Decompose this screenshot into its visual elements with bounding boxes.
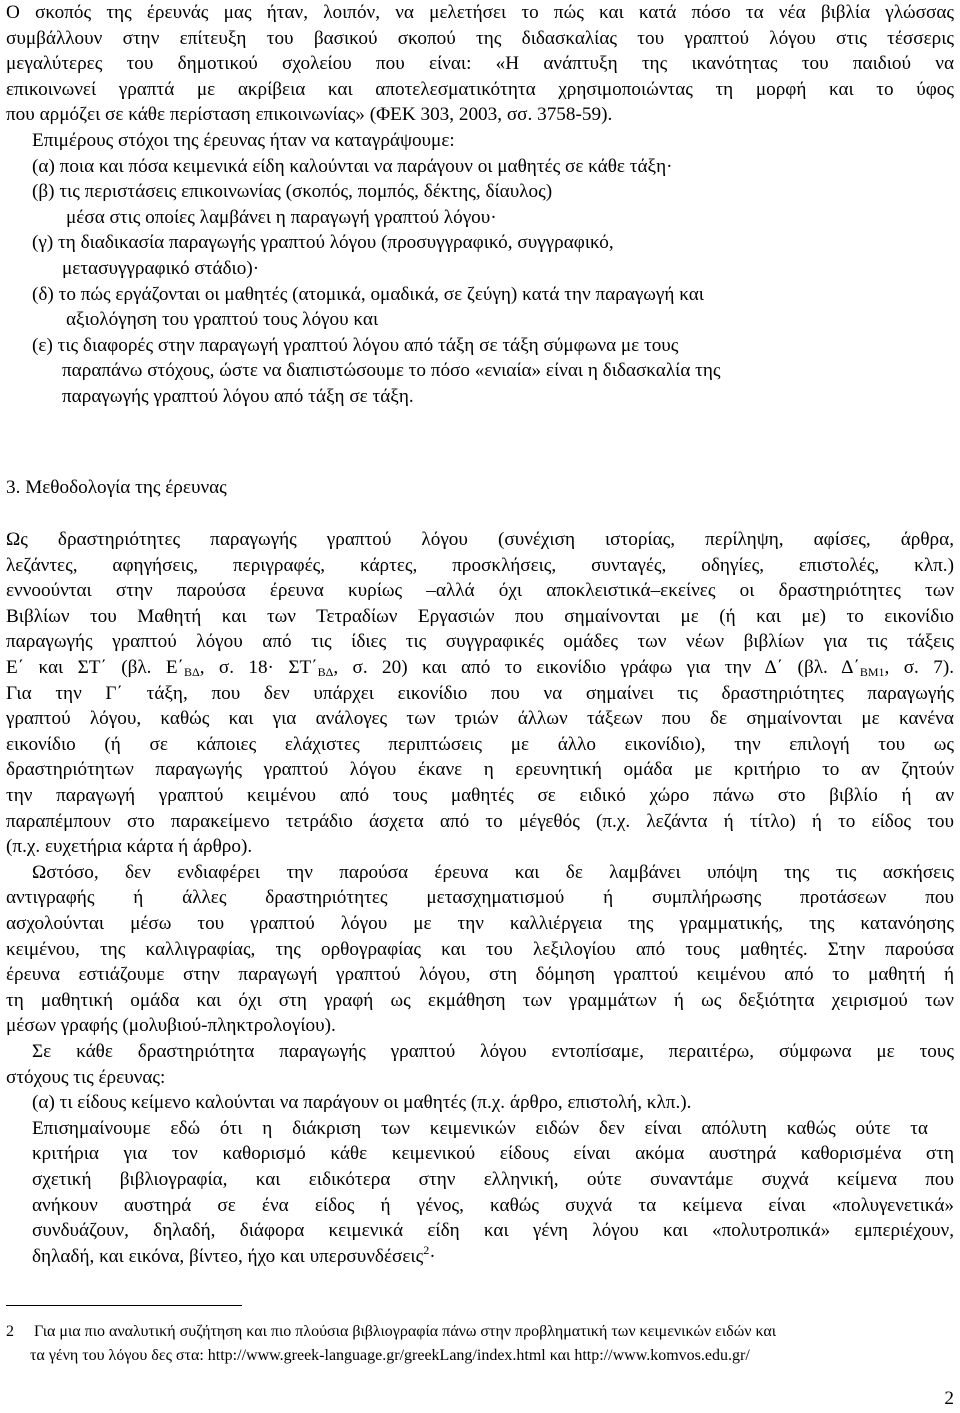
footnote-number: 2	[6, 1323, 14, 1340]
section-heading: 3. Μεθοδολογία της έρευνας	[6, 477, 227, 498]
objective-item-b: (β) τις περιστάσεις επικοινωνίας (σκοπός, πομπός, δέκτης, δίαυλος)	[32, 181, 553, 203]
intro-line: Ο σκοπός της έρευνάς μας ήταν, λοιπόν, να μελετήσει το πώς και κατά πόσο τα νέα βιβλία γλώσσας	[6, 2, 954, 23]
footnote-divider	[6, 1305, 242, 1306]
subscript: ΒΜ1	[859, 665, 885, 679]
method-line: κριτήρια για τον καθορισμό κάθε κειμενικού είδους είναι ακόμα αυστηρά καθορισμένα στη	[32, 1143, 954, 1165]
objective-item-e-cont: παραγωγής γραπτού λόγου από τάξη σε τάξη.	[62, 386, 414, 407]
method-line: μέσων γραφής (μολυβιού-πληκτρολογίου).	[6, 1015, 336, 1037]
method-line: στόχους τις έρευνας:	[6, 1066, 166, 1088]
method-line: τη μαθητική ομάδα και όχι στη γραφή ως εκμάθηση των γραμμάτων ή ως δεξιότητα χειρισμού των	[6, 989, 954, 1011]
method-line: την παραγωγή γραπτού κειμένου από τους μαθητές σε ειδικό χώρο πάνω στο βιβλίο ή αν	[6, 785, 954, 806]
method-line: παραγωγής γραπτού λόγου από τις ίδιες τις συγγραφικές ομάδες των νέων βιβλίων για τις τάξεις	[6, 631, 954, 653]
text-run: , σ. 20) και από το εικονίδιο γράφω για την Δ΄ (βλ. Δ΄	[333, 657, 860, 678]
footnote-line: τα γένη του λόγου δες στα: http://www.greek-language.gr/greekLang/index.html και http://www.komvos.edu.gr/	[30, 1347, 750, 1364]
method-line: παραπέμπουν στο παρακείμενο τετράδιο άσχετα από το μέγεθός (π.χ. λεζάντα ή τίτλο) ή το είδος του	[6, 810, 954, 832]
method-line: αντιγραφής ή άλλες δραστηριότητες μετασχηματισμού ή συμπλήρωσης προτάσεων που	[6, 887, 954, 909]
subscript: ΒΔ	[183, 665, 200, 679]
method-item-a: (α) τι είδους κείμενο καλούνται να παράγουν οι μαθητές (π.χ. άρθρο, επιστολή, κλπ.).	[32, 1092, 692, 1114]
intro-line: συμβάλλουν στην επίτευξη του βασικού σκοπού της διδασκαλίας του γραπτού λόγου στις τέσσερις	[6, 27, 954, 49]
method-line: Ωστόσο, δεν ενδιαφέρει την παρούσα έρευνα και δε λαμβάνει υπόψη της τις ασκήσεις	[32, 861, 954, 883]
objectives-intro: Επιμέρους στόχοι της έρευνας ήταν να καταγράψουμε:	[32, 130, 455, 151]
method-line-last	[32, 1244, 436, 1270]
objective-item-c-cont: μετασυγγραφικό στάδιο)·	[62, 258, 260, 279]
objective-item-d: (δ) το πώς εργάζονται οι μαθητές (ατομικά, ομαδικά, σε ζεύγη) κατά την παραγωγή και	[32, 283, 704, 305]
method-line-with-subscripts	[6, 655, 954, 681]
footnote-ref[interactable]: 2	[423, 1242, 430, 1257]
objective-item-e-cont: παραπάνω στόχους, ώστε να διαπιστώσουμε το πόσο «ενιαία» είναι η διδασκαλία της	[62, 360, 721, 382]
objective-item-b-cont: μέσα στις οποίες λαμβάνει η παραγωγή γραπτού λόγου·	[66, 206, 497, 228]
method-line: σχετική βιβλιογραφία, και ειδικότερα στην ελληνική, ούτε συναντάμε συχνά κείμενα που	[32, 1169, 954, 1190]
objective-item-a: (α) ποια και πόσα κειμενικά είδη καλούνται να παράγουν οι μαθητές σε κάθε τάξη·	[32, 155, 673, 177]
text-run: , σ. 7).	[884, 657, 955, 678]
method-line: Σε κάθε δραστηριότητα παραγωγής γραπτού λόγου εντοπίσαμε, περαιτέρω, σύμφωνα με τους	[32, 1041, 954, 1062]
method-line: συνδυάζουν, δηλαδή, διάφορα κειμενικά είδη και γένη λόγου και «πολυτροπικά» εμπεριέχουν,	[32, 1220, 954, 1242]
objective-item-d-cont: αξιολόγηση του γραπτού τους λόγου και	[66, 309, 379, 331]
text-run: δηλαδή, και εικόνα, βίντεο, ήχο και υπερσυνδέσεις	[32, 1245, 424, 1267]
method-line: λεζάντες, αφηγήσεις, περιγραφές, κάρτες, προσκλήσεις, συνταγές, οδηγίες, επιστολές, κλπ.)	[6, 554, 954, 576]
footnote-text: Για μια πιο αναλυτική συζήτηση και πιο πλούσια βιβλιογραφία πάνω στην προβληματική των κειμενικών ειδών και	[34, 1323, 777, 1340]
method-line: Για την Γ΄ τάξη, που δεν υπάρχει εικονίδιο που να σημαίνει τις δραστηριότητες παραγωγής	[6, 682, 954, 704]
method-line: γραπτού λόγου, καθώς και για ανάλογες των τριών άλλων τάξεων που δε σημαίνονται με κανένα	[6, 708, 954, 730]
method-line: Επισημαίνουμε εδώ ότι η διάκριση των κειμενικών ειδών δεν είναι απόλυτη καθώς ούτε τα	[32, 1117, 928, 1139]
method-line: κειμένου, της καλλιγραφίας, της ορθογραφίας και του λεξιλογίου από τους μαθητές. Στην παρούσα	[6, 938, 954, 960]
intro-line: μεγαλύτερες του δημοτικού σχολείου που είναι: «Η ανάπτυξη της ικανότητας του παιδιού να	[6, 53, 954, 75]
subscript: ΒΔ	[317, 665, 334, 679]
method-line: Ως δραστηριότητες παραγωγής γραπτού λόγου (συνέχιση ιστορίας, περίληψη, αφίσες, άρθρα,	[6, 529, 954, 550]
method-line: (π.χ. ευχετήρια κάρτα ή άρθρο).	[6, 836, 253, 858]
footnote-line	[6, 1320, 954, 1344]
intro-line: που αρμόζει σε κάθε περίσταση επικοινωνίας» (ΦΕΚ 303, 2003, σσ. 3758-59).	[6, 104, 613, 126]
objective-item-e: (ε) τις διαφορές στην παραγωγή γραπτού λόγου από τάξη σε τάξη σύμφωνα με τους	[32, 334, 679, 356]
page-number: 2	[944, 1388, 954, 1409]
method-line: ασχολούνται μέσω του γραπτού λόγου με την καλλιέργεια της γραμματικής, της κατανόησης	[6, 913, 954, 934]
method-line: Βιβλίων του Μαθητή και των Τετραδίων Εργασιών που σημαίνονται με (ή και με) το εικονίδιο	[6, 605, 954, 627]
text-run: ·	[429, 1245, 436, 1267]
text-run: Ε΄ και ΣΤ΄ (βλ. Ε΄	[6, 657, 184, 678]
method-line: έρευνα εστιάζουμε στην παραγωγή γραπτού λόγου, στη δόμηση γραπτού κειμένου από το μαθητή ή	[6, 964, 954, 986]
method-line: εικονίδιο (ή σε κάποιες ελάχιστες περιπτώσεις με άλλο εικονίδιο), την επιλογή του ως	[6, 733, 954, 755]
intro-line: επικοινωνεί γραπτά με ακρίβεια και αποτελεσματικότητα χρησιμοποιώντας τη μορφή και το ύφος	[6, 78, 954, 100]
objective-item-c: (γ) τη διαδικασία παραγωγής γραπτού λόγου (προσυγγραφικό, συγγραφικό,	[32, 232, 614, 254]
method-line: δραστηριότητων παραγωγής γραπτού λόγου έκανε η ερευνητική ομάδα με κριτήριο το αν ζητούν	[6, 759, 954, 781]
method-line: ανήκουν αυστηρά σε ένα είδος ή γένος, καθώς συχνά τα κείμενα είναι «πολυγενετικά»	[32, 1194, 954, 1216]
method-line: εννοούνται στην παρούσα έρευνα κυρίως –αλλά όχι αποκλειστικά–εκείνες οι δραστηριότητες των	[6, 580, 954, 602]
text-run: , σ. 18· ΣΤ΄	[199, 657, 318, 678]
